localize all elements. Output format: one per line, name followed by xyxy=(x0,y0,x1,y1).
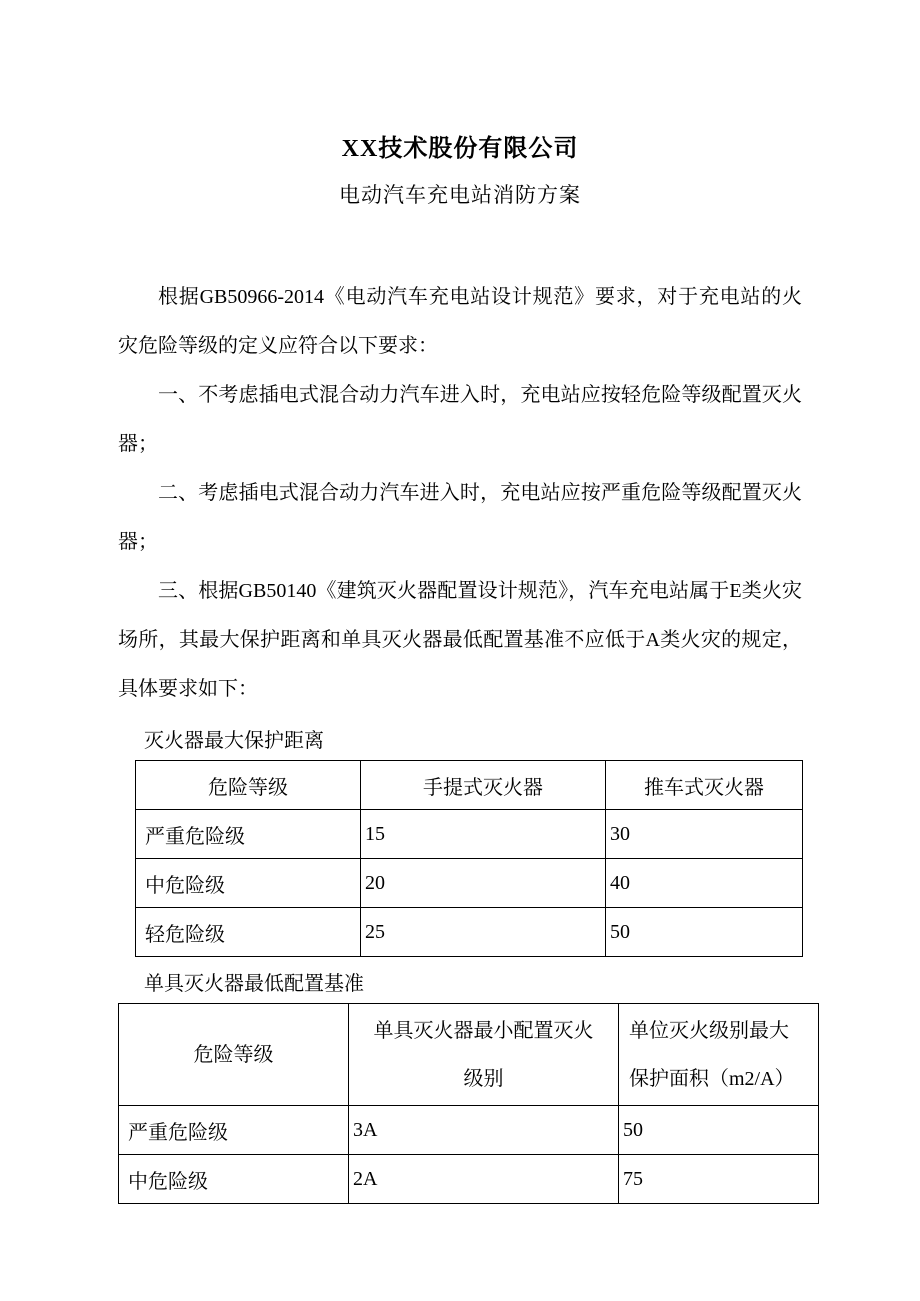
table-cell: 严重危险级 xyxy=(136,810,361,859)
table-header-row xyxy=(136,761,803,810)
table-max-protection-distance xyxy=(135,760,803,957)
table-header-cell: 手提式灭火器 xyxy=(361,761,606,810)
document-body xyxy=(118,273,802,1204)
table-cell: 3A xyxy=(349,1106,619,1155)
paragraph-item-3: 三、根据GB50140《建筑灭火器配置设计规范》，汽车充电站属于E类火灾场所，其最大保护距离和单具灭火器最低配置基准不应低于A类火灾的规定，具体要求如下： xyxy=(118,580,802,700)
table-cell: 75 xyxy=(619,1155,819,1204)
table-header-cell: 危险等级 xyxy=(119,1004,349,1106)
table-header-cell: 推车式灭火器 xyxy=(606,761,803,810)
table-row xyxy=(136,908,803,957)
table1-caption: 灭火器最大保护距离 xyxy=(144,730,324,752)
table-cell: 20 xyxy=(361,859,606,908)
page-title: XX技术股份有限公司 xyxy=(341,136,579,162)
table-cell: 15 xyxy=(361,810,606,859)
paragraph-item-1: 一、不考虑插电式混合动力汽车进入时，充电站应按轻危险等级配置灭火器； xyxy=(118,384,802,455)
table-header-row xyxy=(119,1004,819,1106)
table-min-configuration-standard xyxy=(118,1003,819,1204)
paragraph-item-2: 二、考虑插电式混合动力汽车进入时，充电站应按严重危险等级配置灭火器； xyxy=(118,482,802,553)
table2-caption: 单具灭火器最低配置基准 xyxy=(144,973,364,995)
paragraph-intro: 根据GB50966-2014《电动汽车充电站设计规范》要求，对于充电站的火灾危险等级的定义应符合以下要求： xyxy=(118,286,802,357)
table-cell: 中危险级 xyxy=(136,859,361,908)
table-header-cell: 危险等级 xyxy=(136,761,361,810)
table-row xyxy=(136,810,803,859)
table-cell: 25 xyxy=(361,908,606,957)
table-cell: 中危险级 xyxy=(119,1155,349,1204)
table-header-cell: 单位灭火级别最大保护面积（m2/A） xyxy=(619,1004,819,1106)
table-row xyxy=(119,1106,819,1155)
table-header-cell: 单具灭火器最小配置灭火级别 xyxy=(349,1004,619,1106)
table-cell: 50 xyxy=(619,1106,819,1155)
table-row xyxy=(136,859,803,908)
table-cell: 50 xyxy=(606,908,803,957)
table-cell: 2A xyxy=(349,1155,619,1204)
table-cell: 严重危险级 xyxy=(119,1106,349,1155)
table-cell: 40 xyxy=(606,859,803,908)
table-cell: 30 xyxy=(606,810,803,859)
table-cell: 轻危险级 xyxy=(136,908,361,957)
table-row xyxy=(119,1155,819,1204)
page-subtitle: 电动汽车充电站消防方案 xyxy=(339,183,581,207)
